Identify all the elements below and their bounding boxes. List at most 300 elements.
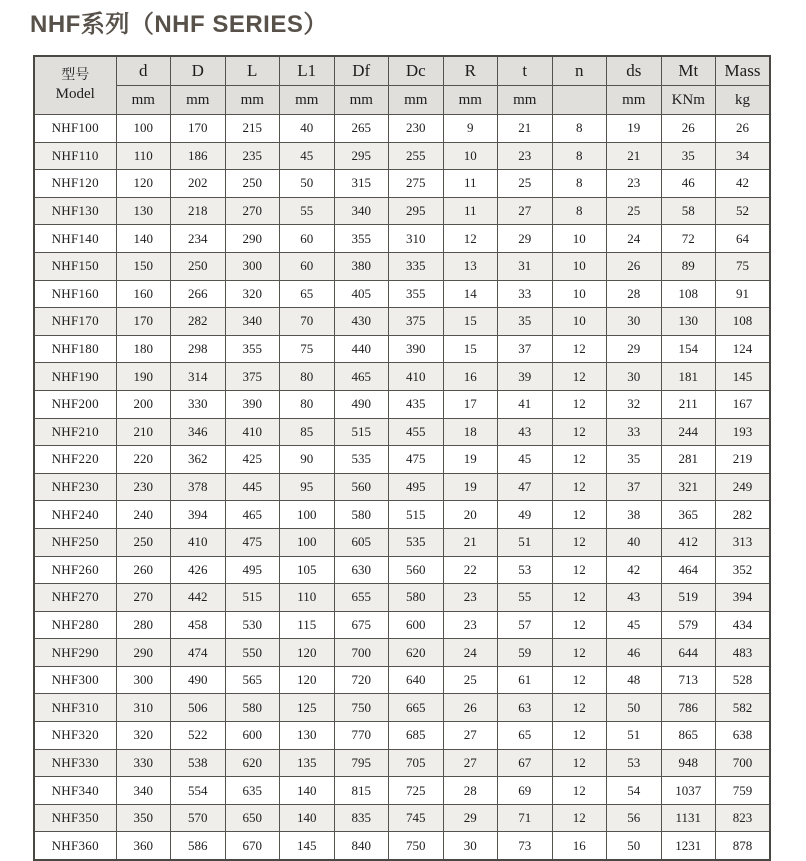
value-cell: 8 (552, 197, 607, 225)
table-row (34, 501, 770, 529)
value-cell: 29 (607, 335, 662, 363)
table-row (34, 584, 770, 612)
value-cell: 33 (498, 280, 553, 308)
table-row (34, 473, 770, 501)
value-cell: 355 (334, 225, 389, 253)
value-cell: 16 (443, 363, 498, 391)
value-cell: 759 (716, 777, 771, 805)
table-row (34, 418, 770, 446)
model-cell: NHF290 (34, 639, 116, 667)
value-cell: 12 (552, 418, 607, 446)
column-header-df: Df (334, 56, 389, 86)
value-cell: 815 (334, 777, 389, 805)
value-cell: 64 (716, 225, 771, 253)
value-cell: 314 (171, 363, 226, 391)
value-cell: 56 (607, 804, 662, 832)
value-cell: 75 (716, 252, 771, 280)
value-cell: 35 (607, 446, 662, 474)
value-cell: 25 (443, 666, 498, 694)
value-cell: 244 (661, 418, 716, 446)
value-cell: 410 (171, 528, 226, 556)
value-cell: 55 (280, 197, 335, 225)
value-cell: 290 (116, 639, 171, 667)
value-cell: 12 (552, 528, 607, 556)
value-cell: 130 (661, 308, 716, 336)
value-cell: 655 (334, 584, 389, 612)
value-cell: 181 (661, 363, 716, 391)
value-cell: 27 (443, 749, 498, 777)
value-cell: 200 (116, 390, 171, 418)
value-cell: 320 (225, 280, 280, 308)
unit-cell-l: mm (225, 86, 280, 115)
value-cell: 378 (171, 473, 226, 501)
value-cell: 12 (552, 722, 607, 750)
value-cell: 250 (225, 170, 280, 198)
value-cell: 713 (661, 666, 716, 694)
value-cell: 140 (116, 225, 171, 253)
value-cell: 375 (225, 363, 280, 391)
model-cell: NHF350 (34, 804, 116, 832)
value-cell: 27 (498, 197, 553, 225)
value-cell: 180 (116, 335, 171, 363)
value-cell: 770 (334, 722, 389, 750)
unit-cell-mt: KNm (661, 86, 716, 115)
value-cell: 350 (116, 804, 171, 832)
value-cell: 40 (607, 528, 662, 556)
value-cell: 1231 (661, 832, 716, 860)
value-cell: 464 (661, 556, 716, 584)
value-cell: 310 (389, 225, 444, 253)
value-cell: 948 (661, 749, 716, 777)
value-cell: 255 (389, 142, 444, 170)
value-cell: 59 (498, 639, 553, 667)
value-cell: 426 (171, 556, 226, 584)
value-cell: 313 (716, 528, 771, 556)
value-cell: 330 (171, 390, 226, 418)
value-cell: 190 (116, 363, 171, 391)
column-header-mt: Mt (661, 56, 716, 86)
value-cell: 13 (443, 252, 498, 280)
value-cell: 554 (171, 777, 226, 805)
value-cell: 434 (716, 611, 771, 639)
value-cell: 11 (443, 170, 498, 198)
value-cell: 70 (280, 308, 335, 336)
column-header-dc: Dc (389, 56, 444, 86)
value-cell: 823 (716, 804, 771, 832)
value-cell: 12 (552, 390, 607, 418)
value-cell: 260 (116, 556, 171, 584)
table-row (34, 528, 770, 556)
value-cell: 29 (498, 225, 553, 253)
value-cell: 65 (498, 722, 553, 750)
table-row (34, 804, 770, 832)
model-cell: NHF200 (34, 390, 116, 418)
table-row (34, 666, 770, 694)
value-cell: 605 (334, 528, 389, 556)
value-cell: 145 (280, 832, 335, 860)
value-cell: 725 (389, 777, 444, 805)
value-cell: 795 (334, 749, 389, 777)
value-cell: 75 (280, 335, 335, 363)
value-cell: 750 (334, 694, 389, 722)
value-cell: 465 (334, 363, 389, 391)
value-cell: 295 (389, 197, 444, 225)
value-cell: 270 (116, 584, 171, 612)
value-cell: 193 (716, 418, 771, 446)
value-cell: 1037 (661, 777, 716, 805)
value-cell: 110 (116, 142, 171, 170)
model-cell: NHF220 (34, 446, 116, 474)
value-cell: 410 (225, 418, 280, 446)
page-title: NHF系列（NHF SERIES） (30, 11, 328, 38)
value-cell: 50 (280, 170, 335, 198)
value-cell: 21 (498, 115, 553, 143)
value-cell: 12 (552, 556, 607, 584)
value-cell: 219 (716, 446, 771, 474)
value-cell: 167 (716, 390, 771, 418)
value-cell: 130 (116, 197, 171, 225)
model-header-cjk: 型号 (61, 68, 90, 84)
model-cell: NHF240 (34, 501, 116, 529)
value-cell: 51 (498, 528, 553, 556)
value-cell: 11 (443, 197, 498, 225)
value-cell: 635 (225, 777, 280, 805)
table-body (34, 115, 770, 861)
value-cell: 290 (225, 225, 280, 253)
value-cell: 17 (443, 390, 498, 418)
value-cell: 538 (171, 749, 226, 777)
value-cell: 528 (716, 666, 771, 694)
model-cell: NHF150 (34, 252, 116, 280)
value-cell: 12 (443, 225, 498, 253)
value-cell: 352 (716, 556, 771, 584)
value-cell: 25 (607, 197, 662, 225)
value-cell: 26 (661, 115, 716, 143)
model-cell: NHF280 (34, 611, 116, 639)
value-cell: 495 (389, 473, 444, 501)
value-cell: 20 (443, 501, 498, 529)
value-cell: 80 (280, 363, 335, 391)
value-cell: 23 (498, 142, 553, 170)
value-cell: 24 (607, 225, 662, 253)
value-cell: 35 (661, 142, 716, 170)
value-cell: 270 (225, 197, 280, 225)
value-cell: 365 (661, 501, 716, 529)
unit-cell-l1: mm (280, 86, 335, 115)
value-cell: 108 (716, 308, 771, 336)
unit-cell-t: mm (498, 86, 553, 115)
column-header-l1: L1 (280, 56, 335, 86)
value-cell: 170 (116, 308, 171, 336)
value-cell: 51 (607, 722, 662, 750)
value-cell: 135 (280, 749, 335, 777)
value-cell: 42 (716, 170, 771, 198)
value-cell: 865 (661, 722, 716, 750)
table-row (34, 197, 770, 225)
value-cell: 565 (225, 666, 280, 694)
value-cell: 15 (443, 308, 498, 336)
value-cell: 375 (389, 308, 444, 336)
value-cell: 840 (334, 832, 389, 860)
value-cell: 50 (607, 694, 662, 722)
value-cell: 455 (389, 418, 444, 446)
value-cell: 110 (280, 584, 335, 612)
value-cell: 560 (389, 556, 444, 584)
value-cell: 620 (389, 639, 444, 667)
table-row (34, 308, 770, 336)
value-cell: 298 (171, 335, 226, 363)
value-cell: 8 (552, 142, 607, 170)
value-cell: 23 (607, 170, 662, 198)
value-cell: 28 (443, 777, 498, 805)
value-cell: 39 (498, 363, 553, 391)
value-cell: 69 (498, 777, 553, 805)
value-cell: 295 (334, 142, 389, 170)
value-cell: 67 (498, 749, 553, 777)
value-cell: 483 (716, 639, 771, 667)
model-cell: NHF180 (34, 335, 116, 363)
table-row (34, 335, 770, 363)
unit-cell-d: mm (171, 86, 226, 115)
value-cell: 48 (607, 666, 662, 694)
table-row (34, 749, 770, 777)
value-cell: 28 (607, 280, 662, 308)
value-cell: 266 (171, 280, 226, 308)
value-cell: 100 (116, 115, 171, 143)
value-cell: 10 (552, 252, 607, 280)
value-cell: 335 (389, 252, 444, 280)
table-row (34, 777, 770, 805)
value-cell: 12 (552, 749, 607, 777)
value-cell: 249 (716, 473, 771, 501)
value-cell: 282 (716, 501, 771, 529)
value-cell: 355 (389, 280, 444, 308)
value-cell: 394 (171, 501, 226, 529)
value-cell: 26 (716, 115, 771, 143)
value-cell: 275 (389, 170, 444, 198)
table-row (34, 694, 770, 722)
value-cell: 27 (443, 722, 498, 750)
model-cell: NHF130 (34, 197, 116, 225)
value-cell: 85 (280, 418, 335, 446)
value-cell: 10 (552, 280, 607, 308)
value-cell: 210 (116, 418, 171, 446)
value-cell: 405 (334, 280, 389, 308)
value-cell: 235 (225, 142, 280, 170)
model-cell: NHF100 (34, 115, 116, 143)
value-cell: 12 (552, 804, 607, 832)
value-cell: 29 (443, 804, 498, 832)
model-header-en: Model (55, 85, 95, 102)
value-cell: 12 (552, 363, 607, 391)
value-cell: 685 (389, 722, 444, 750)
value-cell: 240 (116, 501, 171, 529)
value-cell: 19 (607, 115, 662, 143)
model-cell: NHF360 (34, 832, 116, 860)
value-cell: 25 (498, 170, 553, 198)
value-cell: 320 (116, 722, 171, 750)
value-cell: 42 (607, 556, 662, 584)
value-cell: 30 (443, 832, 498, 860)
value-cell: 281 (661, 446, 716, 474)
value-cell: 10 (552, 308, 607, 336)
value-cell: 9 (443, 115, 498, 143)
value-cell: 35 (498, 308, 553, 336)
value-cell: 560 (334, 473, 389, 501)
value-cell: 202 (171, 170, 226, 198)
value-cell: 390 (225, 390, 280, 418)
value-cell: 120 (116, 170, 171, 198)
value-cell: 220 (116, 446, 171, 474)
value-cell: 145 (716, 363, 771, 391)
value-cell: 700 (334, 639, 389, 667)
value-cell: 346 (171, 418, 226, 446)
value-cell: 211 (661, 390, 716, 418)
table-row (34, 225, 770, 253)
table-row (34, 115, 770, 143)
value-cell: 100 (280, 501, 335, 529)
value-cell: 19 (443, 473, 498, 501)
value-cell: 230 (116, 473, 171, 501)
value-cell: 46 (607, 639, 662, 667)
value-cell: 218 (171, 197, 226, 225)
value-cell: 105 (280, 556, 335, 584)
model-cell: NHF170 (34, 308, 116, 336)
value-cell: 73 (498, 832, 553, 860)
value-cell: 720 (334, 666, 389, 694)
value-cell: 120 (280, 639, 335, 667)
column-header-mass: Mass (716, 56, 771, 86)
value-cell: 89 (661, 252, 716, 280)
value-cell: 515 (225, 584, 280, 612)
value-cell: 1131 (661, 804, 716, 832)
value-cell: 340 (334, 197, 389, 225)
value-cell: 31 (498, 252, 553, 280)
value-cell: 475 (389, 446, 444, 474)
value-cell: 21 (607, 142, 662, 170)
value-cell: 430 (334, 308, 389, 336)
model-cell: NHF110 (34, 142, 116, 170)
value-cell: 835 (334, 804, 389, 832)
value-cell: 705 (389, 749, 444, 777)
value-cell: 665 (389, 694, 444, 722)
value-cell: 522 (171, 722, 226, 750)
value-cell: 186 (171, 142, 226, 170)
unit-cell-n (552, 86, 607, 115)
table-row (34, 556, 770, 584)
value-cell: 380 (334, 252, 389, 280)
value-cell: 170 (171, 115, 226, 143)
value-cell: 45 (498, 446, 553, 474)
value-cell: 620 (225, 749, 280, 777)
unit-cell-mass: kg (716, 86, 771, 115)
value-cell: 22 (443, 556, 498, 584)
unit-cell-d: mm (116, 86, 171, 115)
value-cell: 445 (225, 473, 280, 501)
value-cell: 37 (498, 335, 553, 363)
value-cell: 120 (280, 666, 335, 694)
value-cell: 40 (280, 115, 335, 143)
value-cell: 150 (116, 252, 171, 280)
value-cell: 506 (171, 694, 226, 722)
value-cell: 71 (498, 804, 553, 832)
value-cell: 45 (607, 611, 662, 639)
value-cell: 160 (116, 280, 171, 308)
value-cell: 124 (716, 335, 771, 363)
header-row-units (34, 86, 770, 115)
model-cell: NHF120 (34, 170, 116, 198)
value-cell: 640 (389, 666, 444, 694)
value-cell: 140 (280, 777, 335, 805)
table-head (34, 56, 770, 115)
value-cell: 43 (607, 584, 662, 612)
value-cell: 8 (552, 170, 607, 198)
table-row (34, 832, 770, 860)
value-cell: 535 (334, 446, 389, 474)
table-row (34, 611, 770, 639)
value-cell: 21 (443, 528, 498, 556)
value-cell: 638 (716, 722, 771, 750)
value-cell: 550 (225, 639, 280, 667)
value-cell: 265 (334, 115, 389, 143)
table-row (34, 722, 770, 750)
value-cell: 355 (225, 335, 280, 363)
value-cell: 12 (552, 473, 607, 501)
value-cell: 26 (443, 694, 498, 722)
value-cell: 579 (661, 611, 716, 639)
value-cell: 515 (334, 418, 389, 446)
value-cell: 630 (334, 556, 389, 584)
column-header-l: L (225, 56, 280, 86)
value-cell: 34 (716, 142, 771, 170)
model-cell: NHF320 (34, 722, 116, 750)
value-cell: 54 (607, 777, 662, 805)
value-cell: 250 (116, 528, 171, 556)
value-cell: 535 (389, 528, 444, 556)
value-cell: 412 (661, 528, 716, 556)
value-cell: 580 (334, 501, 389, 529)
value-cell: 12 (552, 777, 607, 805)
value-cell: 600 (225, 722, 280, 750)
value-cell: 360 (116, 832, 171, 860)
value-cell: 38 (607, 501, 662, 529)
value-cell: 60 (280, 252, 335, 280)
value-cell: 490 (171, 666, 226, 694)
model-cell: NHF300 (34, 666, 116, 694)
value-cell: 458 (171, 611, 226, 639)
value-cell: 340 (116, 777, 171, 805)
value-cell: 33 (607, 418, 662, 446)
model-cell: NHF210 (34, 418, 116, 446)
unit-cell-r: mm (443, 86, 498, 115)
value-cell: 12 (552, 639, 607, 667)
unit-cell-dc: mm (389, 86, 444, 115)
value-cell: 530 (225, 611, 280, 639)
value-cell: 675 (334, 611, 389, 639)
value-cell: 700 (716, 749, 771, 777)
value-cell: 26 (607, 252, 662, 280)
value-cell: 23 (443, 611, 498, 639)
value-cell: 12 (552, 584, 607, 612)
value-cell: 8 (552, 115, 607, 143)
value-cell: 282 (171, 308, 226, 336)
value-cell: 50 (607, 832, 662, 860)
value-cell: 745 (389, 804, 444, 832)
value-cell: 100 (280, 528, 335, 556)
unit-cell-df: mm (334, 86, 389, 115)
value-cell: 60 (280, 225, 335, 253)
value-cell: 15 (443, 335, 498, 363)
